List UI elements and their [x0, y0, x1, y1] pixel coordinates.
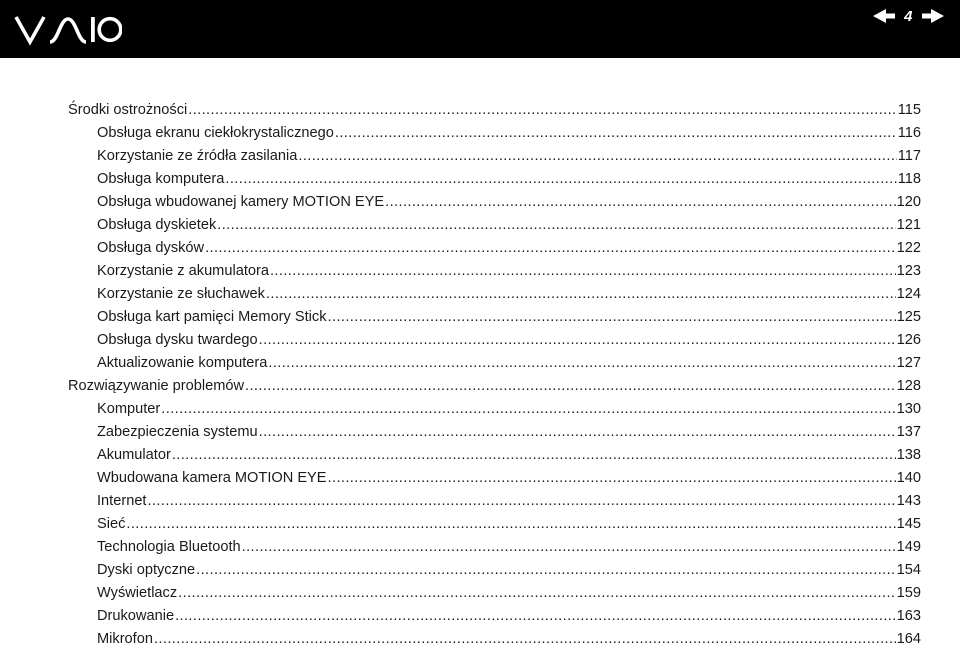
dot-leader — [259, 424, 896, 441]
toc-entry-title: Dyski optyczne — [97, 562, 196, 578]
dot-leader — [259, 332, 896, 349]
toc-entry-page: 163 — [896, 608, 921, 624]
toc-entry[interactable] — [68, 625, 921, 648]
toc-entry-page: 149 — [896, 539, 921, 555]
dot-leader — [188, 102, 897, 119]
toc-entry-page: 120 — [896, 194, 921, 210]
dot-leader — [217, 217, 895, 234]
toc-entry-page: 159 — [896, 585, 921, 601]
toc-entry-page: 145 — [896, 516, 921, 532]
dot-leader — [268, 355, 895, 372]
toc-entry[interactable] — [68, 303, 921, 326]
toc-entry[interactable] — [68, 257, 921, 280]
toc-entry[interactable] — [68, 165, 921, 188]
toc-entry-title: Korzystanie ze źródła zasilania — [97, 148, 298, 164]
page-navigation — [873, 6, 944, 26]
arrow-left-icon[interactable] — [873, 9, 895, 23]
toc-entry-page: 140 — [896, 470, 921, 486]
toc-entry[interactable] — [68, 349, 921, 372]
toc-entry-title: Drukowanie — [97, 608, 175, 624]
toc-entry[interactable] — [68, 602, 921, 625]
toc-entry-title: Obsługa wbudowanej kamery MOTION EYE — [97, 194, 385, 210]
toc-entry-title: Obsługa kart pamięci Memory Stick — [97, 309, 327, 325]
toc-entry-title: Sieć — [97, 516, 126, 532]
toc-entry[interactable] — [68, 188, 921, 211]
toc-entry[interactable] — [68, 395, 921, 418]
arrow-right-icon[interactable] — [922, 9, 944, 23]
dot-leader — [298, 148, 896, 165]
toc-entry-title: Rozwiązywanie problemów — [68, 378, 245, 394]
toc-section[interactable] — [68, 96, 921, 119]
toc-entry[interactable] — [68, 510, 921, 533]
toc-entry-page: 122 — [896, 240, 921, 256]
toc-entry-page: 137 — [896, 424, 921, 440]
toc-entry-page: 121 — [896, 217, 921, 233]
dot-leader — [270, 263, 896, 280]
toc-entry-page: 125 — [896, 309, 921, 325]
dot-leader — [196, 562, 896, 579]
toc-entry[interactable] — [68, 556, 921, 579]
toc-entry-title: Środki ostrożności — [68, 102, 188, 118]
dot-leader — [172, 447, 896, 464]
toc-entry-page: 154 — [896, 562, 921, 578]
toc-entry-title: Korzystanie z akumulatora — [97, 263, 269, 279]
toc-entry-page: 164 — [896, 631, 921, 647]
table-of-contents — [68, 96, 921, 648]
dot-leader — [242, 539, 896, 556]
toc-entry-title: Wyświetlacz — [97, 585, 178, 601]
dot-leader — [205, 240, 896, 257]
toc-entry-page: 123 — [896, 263, 921, 279]
toc-entry-page: 127 — [896, 355, 921, 371]
dot-leader — [126, 516, 895, 533]
toc-entry-title: Aktualizowanie komputera — [97, 355, 268, 371]
toc-entry-title: Komputer — [97, 401, 161, 417]
dot-leader — [328, 309, 896, 326]
toc-entry[interactable] — [68, 418, 921, 441]
toc-entry-title: Zabezpieczenia systemu — [97, 424, 258, 440]
dot-leader — [245, 378, 896, 395]
dot-leader — [178, 585, 895, 602]
dot-leader — [148, 493, 896, 510]
toc-entry-page: 116 — [897, 125, 921, 141]
dot-leader — [335, 125, 897, 142]
toc-entry-title: Obsługa ekranu ciekłokrystalicznego — [97, 125, 334, 141]
toc-entry[interactable] — [68, 487, 921, 510]
toc-entry[interactable] — [68, 326, 921, 349]
toc-entry-page: 124 — [896, 286, 921, 302]
toc-entry[interactable] — [68, 280, 921, 303]
toc-entry[interactable] — [68, 533, 921, 556]
toc-entry-title: Akumulator — [97, 447, 171, 463]
toc-entry[interactable] — [68, 211, 921, 234]
toc-entry[interactable] — [68, 579, 921, 602]
toc-entry[interactable] — [68, 441, 921, 464]
dot-leader — [225, 171, 896, 188]
toc-entry-page: 126 — [896, 332, 921, 348]
toc-entry-title: Obsługa komputera — [97, 171, 225, 187]
toc-section[interactable] — [68, 372, 921, 395]
toc-entry[interactable] — [68, 142, 921, 165]
toc-entry-title: Obsługa dysków — [97, 240, 205, 256]
toc-entry-title: Obsługa dysku twardego — [97, 332, 258, 348]
toc-entry-title: Obsługa dyskietek — [97, 217, 217, 233]
dot-leader — [385, 194, 896, 211]
toc-entry-page: 115 — [897, 102, 921, 118]
toc-entry-page: 138 — [896, 447, 921, 463]
toc-entry-title: Korzystanie ze słuchawek — [97, 286, 265, 302]
toc-entry[interactable] — [68, 119, 921, 142]
toc-entry-page: 143 — [896, 493, 921, 509]
page-number: 4 — [904, 7, 913, 25]
dot-leader — [154, 631, 896, 648]
toc-entry[interactable] — [68, 234, 921, 257]
toc-entry-title: Mikrofon — [97, 631, 153, 647]
dot-leader — [161, 401, 895, 418]
toc-entry-page: 130 — [896, 401, 921, 417]
toc-entry-title: Internet — [97, 493, 147, 509]
vaio-logo — [14, 9, 122, 51]
dot-leader — [175, 608, 896, 625]
toc-entry-title: Wbudowana kamera MOTION EYE — [97, 470, 327, 486]
page-header — [0, 0, 960, 58]
toc-entry-page: 118 — [897, 171, 921, 187]
toc-entry-page: 117 — [897, 148, 921, 164]
toc-entry-page: 128 — [896, 378, 921, 394]
toc-entry-title: Technologia Bluetooth — [97, 539, 241, 555]
toc-entry[interactable] — [68, 464, 921, 487]
dot-leader — [328, 470, 896, 487]
dot-leader — [266, 286, 896, 303]
